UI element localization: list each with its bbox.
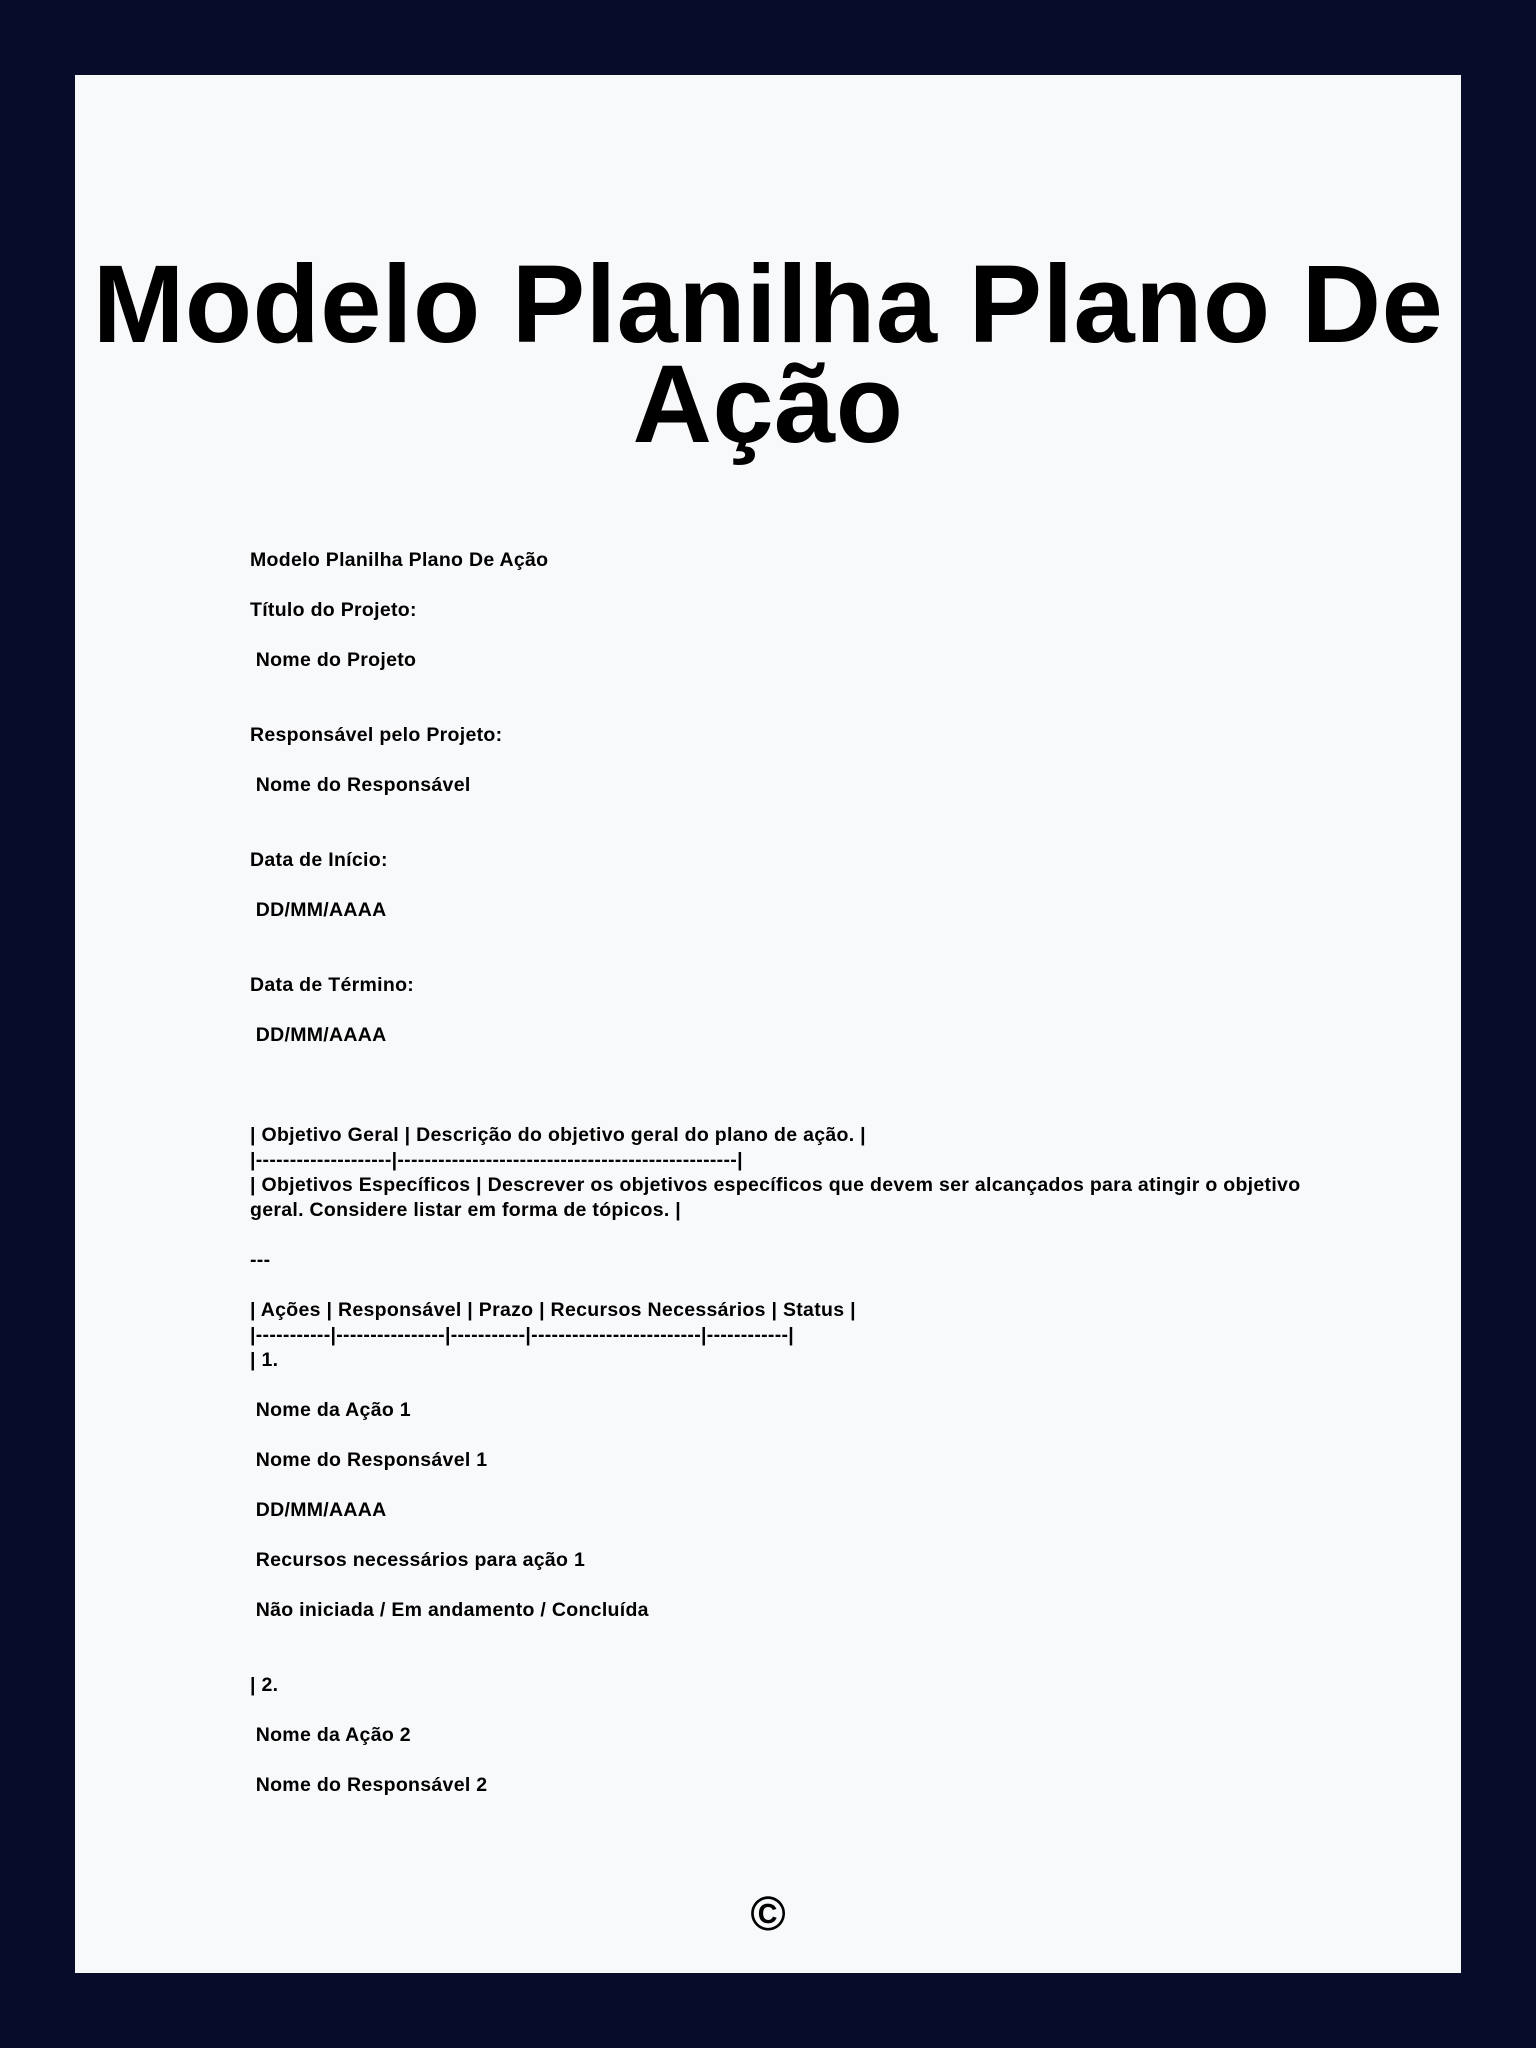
blank-line [250, 948, 1310, 973]
blank-line [250, 1473, 1310, 1498]
blank-line [250, 798, 1310, 823]
objectives-row-general: | Objetivo Geral | Descrição do objetivo geral do plano de ação. | [250, 1124, 866, 1146]
blank-line [250, 623, 1310, 648]
action-1-deadline: DD/MM/AAAA [250, 1499, 387, 1521]
blank-line [250, 1573, 1310, 1598]
action-1-name: Nome da Ação 1 [250, 1399, 411, 1421]
action-2-name: Nome da Ação 2 [250, 1724, 411, 1746]
blank-line [250, 573, 1310, 598]
end-date-value: DD/MM/AAAA [250, 1024, 387, 1046]
actions-header-row: | Ações | Responsável | Prazo | Recursos Necessários | Status | [250, 1299, 856, 1321]
responsible-label: Responsável pelo Projeto: [250, 724, 503, 746]
blank-line [250, 1748, 1310, 1773]
objectives-row-specific: | Objetivos Específicos | Descrever os objetivos específicos que devem ser alcançados para atingir o objetivo geral. Considere listar em forma de tópicos. | [250, 1174, 1301, 1221]
document-heading: Modelo Planilha Plano De Ação [250, 549, 549, 571]
blank-line [250, 1373, 1310, 1398]
blank-line [250, 1698, 1310, 1723]
blank-line [250, 1098, 1310, 1123]
blank-line [250, 1648, 1310, 1673]
project-title-value: Nome do Projeto [250, 649, 417, 671]
copyright-icon: © [750, 1888, 786, 1941]
blank-line [250, 1048, 1310, 1073]
action-2-number: | 2. [250, 1674, 279, 1696]
blank-line [250, 998, 1310, 1023]
action-1-resources: Recursos necessários para ação 1 [250, 1549, 586, 1571]
action-1-status: Não iniciada / Em andamento / Concluída [250, 1599, 649, 1621]
document-page [75, 75, 1461, 1973]
blank-line [250, 1523, 1310, 1548]
responsible-value: Nome do Responsável [250, 774, 471, 796]
action-1-responsible: Nome do Responsável 1 [250, 1449, 488, 1471]
document-body [250, 548, 1310, 1798]
project-title-label: Título do Projeto: [250, 599, 417, 621]
start-date-value: DD/MM/AAAA [250, 899, 387, 921]
action-2-responsible: Nome do Responsável 2 [250, 1774, 488, 1796]
blank-line [250, 923, 1310, 948]
blank-line [250, 1273, 1310, 1298]
start-date-label: Data de Início: [250, 849, 388, 871]
horizontal-rule: --- [250, 1249, 271, 1271]
action-1-number: | 1. [250, 1349, 279, 1371]
blank-line [250, 698, 1310, 723]
blank-line [250, 1423, 1310, 1448]
blank-line [250, 748, 1310, 773]
end-date-label: Data de Término: [250, 974, 415, 996]
blank-line [250, 823, 1310, 848]
blank-line [250, 673, 1310, 698]
actions-separator: |-----------|----------------|-----------|-------------------------|------------| [250, 1324, 795, 1346]
document-title: Modelo Planilha Plano De Ação [92, 243, 1444, 466]
objectives-separator: |--------------------|--------------------------------------------------| [250, 1149, 743, 1171]
blank-line [250, 1073, 1310, 1098]
blank-line [250, 873, 1310, 898]
blank-line [250, 1623, 1310, 1648]
blank-line [250, 1223, 1310, 1248]
